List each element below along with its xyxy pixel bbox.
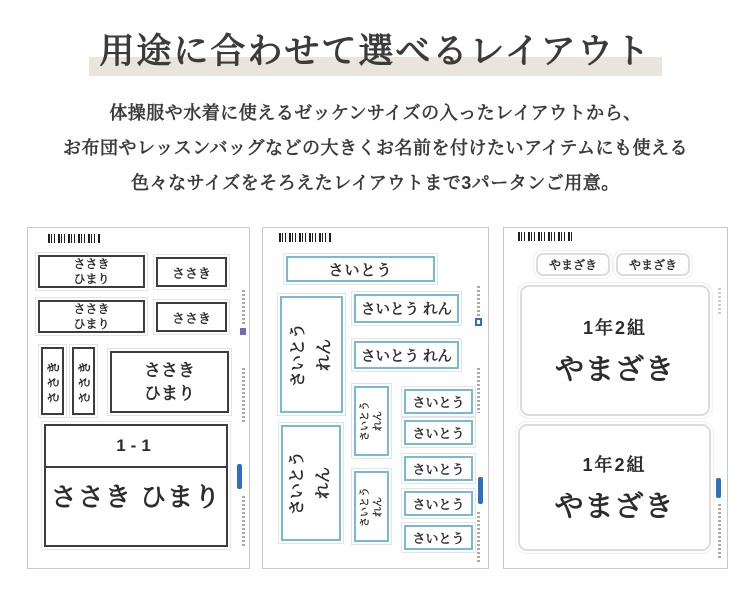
name-label-big	[518, 424, 711, 551]
micro-text-mark	[477, 286, 480, 318]
micro-text-mark	[718, 288, 721, 316]
name-label-line: れん	[372, 411, 384, 431]
name-label-text: ささき	[46, 358, 62, 404]
name-label-wide	[38, 300, 145, 333]
name-label-text: さいとう	[412, 531, 465, 546]
name-label-small	[404, 491, 473, 516]
name-label-text: さいとう	[412, 462, 465, 477]
barcode-icon	[518, 232, 572, 241]
registration-bar-icon	[237, 464, 242, 489]
name-label-wide	[38, 255, 145, 288]
zekken-name: ささき ひまり	[50, 482, 222, 512]
micro-text-mark	[718, 504, 721, 560]
name-label-small	[616, 253, 690, 276]
name-label-line: ささき	[144, 361, 195, 380]
barcode-icon	[48, 234, 101, 243]
name-label-text: やまざき	[554, 490, 675, 523]
name-label-text: さいとう れん	[360, 302, 453, 318]
name-label-vertical-small	[354, 386, 389, 456]
layout-card-large	[503, 227, 728, 569]
name-label-line: ささき	[73, 256, 110, 271]
layout-card-standard	[262, 227, 489, 569]
micro-text-mark	[477, 512, 480, 564]
class-number-text: 1年2組	[582, 454, 647, 475]
name-label-text: やまざき	[548, 258, 597, 272]
name-label-small	[404, 456, 473, 481]
description-line-2: お布団やレッスンバッグなどの大きくお名前を付けたいアイテムにも使える	[62, 138, 689, 158]
name-label-line: さいとう	[289, 322, 307, 387]
name-label-line: さいとう	[359, 486, 371, 527]
name-label-text: さいとう	[412, 426, 465, 441]
brand-square-icon	[475, 318, 482, 326]
name-label-vertical	[41, 347, 64, 415]
name-label-line: れん	[315, 338, 333, 371]
name-label-line: ひまり	[144, 384, 195, 403]
name-label-text: さいとう れん	[360, 348, 453, 365]
name-label-wide	[286, 256, 435, 282]
description-line-3: 色々なサイズをそろえたレイアウトまで3パータンご用意。	[131, 173, 620, 193]
barcode-icon	[279, 233, 332, 242]
name-label-line: ひまり	[73, 271, 110, 286]
registration-bar-icon	[716, 478, 721, 498]
section-title	[0, 24, 751, 74]
name-label-line: さいとう	[289, 450, 307, 516]
name-label-vertical-small	[354, 471, 389, 542]
name-label-vertical-tall	[280, 296, 343, 413]
name-label-text	[359, 487, 385, 527]
brand-square-icon	[240, 328, 246, 335]
section-description	[0, 96, 751, 201]
name-label-text: ささき	[77, 358, 93, 404]
name-label-text: ささき	[171, 265, 211, 281]
name-label-line: れん	[372, 496, 384, 517]
name-label-large	[110, 351, 229, 413]
micro-text-mark	[242, 368, 245, 423]
name-label-big	[520, 285, 710, 416]
name-label-text: さいとう	[412, 497, 465, 512]
name-label-text	[286, 322, 338, 386]
name-label-medium	[354, 341, 459, 369]
name-label-text: さいとう	[412, 395, 465, 410]
micro-text-mark	[242, 290, 245, 326]
zekken-label	[44, 424, 228, 547]
name-label-small	[536, 253, 610, 276]
name-label-small	[404, 525, 473, 550]
micro-text-mark	[242, 496, 245, 546]
name-label-text	[359, 401, 385, 441]
micro-text-mark	[477, 368, 480, 413]
name-label-small	[156, 257, 227, 287]
name-label-line: ささき	[73, 301, 110, 316]
name-label-line: ひまり	[73, 316, 110, 331]
description-line-1: 体操服や水着に使えるゼッケンサイズの入ったレイアウトから、	[109, 103, 642, 123]
zekken-class-number: 1-1	[46, 426, 226, 468]
name-label-line: れん	[315, 466, 333, 500]
name-label-vertical-tall	[281, 425, 341, 541]
name-label-medium	[354, 294, 459, 323]
name-label-small	[404, 389, 473, 414]
class-number-text: 1年2組	[582, 317, 648, 338]
name-label-small	[156, 302, 227, 332]
name-label-line: さいとう	[359, 401, 371, 441]
name-label-vertical	[72, 347, 95, 415]
name-label-text: さいとう	[328, 261, 393, 279]
name-label-text	[285, 451, 337, 515]
layout-card-zekken	[27, 227, 250, 569]
registration-bar-icon	[478, 477, 483, 504]
name-label-text: やまざき	[554, 353, 675, 386]
name-label-small	[404, 420, 473, 445]
title-highlight: 用途に合わせて選べるレイアウト	[89, 32, 661, 76]
name-label-text: ささき	[171, 310, 211, 326]
name-label-text: やまざき	[628, 258, 677, 272]
